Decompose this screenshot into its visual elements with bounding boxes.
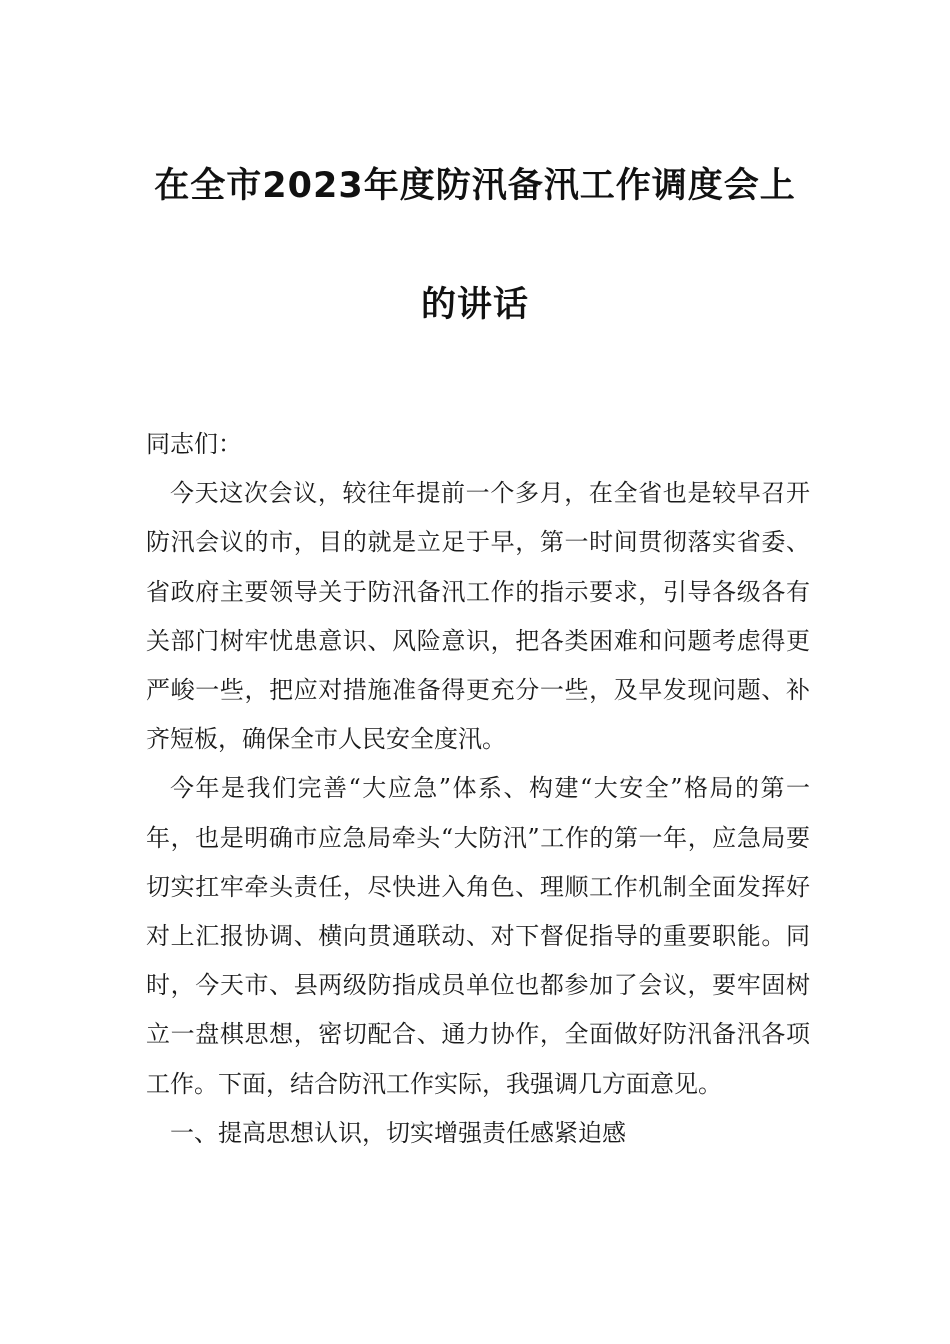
paragraph: 今年是我们完善“大应急”体系、构建“大安全”格局的第一年，也是明确市应急局牵头“大防汛”工作的第一年，应急局要切实扛牢牵头责任，尽快进入角色、理顺工作机制全面发挥好对上汇报协调、横向贯通联动、对下督促指导的重要职能。同时，今天市、县两级防指成员单位也都参加了会议，要牢固树立一盘棋思想，密切配合、通力协作，全面做好防汛备汛各项工作。下面，结合防汛工作实际，我强调几方面意见。 bbox=[146, 774, 810, 1098]
document-body bbox=[146, 420, 810, 1158]
document-title-line-1: 在全市2023年度防汛备汛工作调度会上 bbox=[154, 166, 796, 206]
salutation: 同志们： bbox=[146, 430, 242, 458]
paragraph: 今天这次会议，较往年提前一个多月，在全省也是较早召开防汛会议的市，目的就是立足于早，第一时间贯彻落实省委、省政府主要领导关于防汛备汛工作的指示要求，引导各级各有关部门树牢忧患意识、风险意识，把各类困难和问题考虑得更严峻一些，把应对措施准备得更充分一些，及早发现问题、补齐短板，确保全市人民安全度汛。 bbox=[146, 479, 810, 754]
document-title-line-2: 的讲话 bbox=[420, 285, 529, 325]
section-heading: 一、提高思想认识，切实增强责任感紧迫感 bbox=[170, 1118, 626, 1147]
